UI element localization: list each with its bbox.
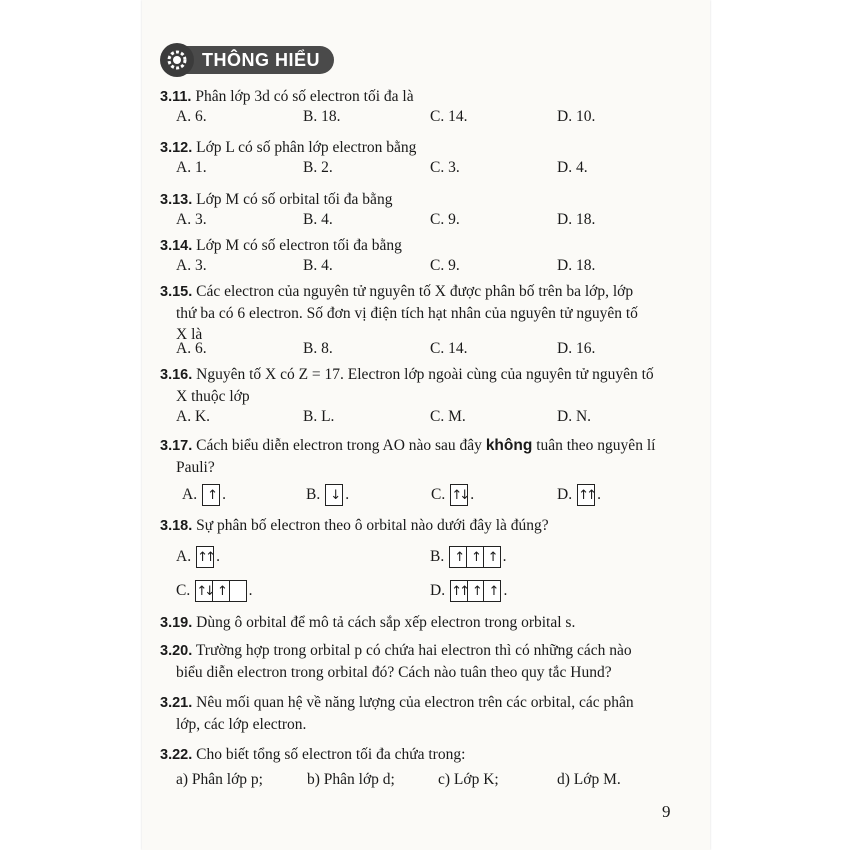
question-number: 3.14. bbox=[160, 238, 193, 254]
option-b: B. 8. bbox=[303, 340, 333, 357]
option-c bbox=[176, 578, 253, 604]
question-3-18 bbox=[160, 515, 680, 537]
question-3-17 bbox=[160, 435, 680, 478]
section-heading bbox=[160, 42, 334, 78]
orbital-cell bbox=[577, 484, 595, 506]
question-text-line-1: Nguyên tố X có Z = 17. Electron lớp ngoài cùng của nguyên tử nguyên tố bbox=[196, 366, 654, 383]
question-text-pre: Cách biểu diễn electron trong AO nào sau đây bbox=[196, 437, 482, 454]
option-d: D. N. bbox=[557, 408, 592, 425]
orbital-box bbox=[202, 484, 220, 506]
option-a: A. 6. bbox=[176, 340, 207, 357]
parallel-spin-arrows: ↑↑ bbox=[451, 583, 467, 599]
keyword-not: không bbox=[485, 437, 533, 454]
question-3-11 bbox=[160, 86, 680, 108]
question-number: 3.19. bbox=[160, 615, 193, 631]
option-label: B. bbox=[306, 486, 321, 503]
question-text-line-2: X thuộc lớp bbox=[176, 388, 250, 405]
question-number: 3.11. bbox=[160, 89, 192, 105]
option-a: A. 3. bbox=[176, 211, 207, 228]
section-title: THÔNG HIỂU bbox=[202, 49, 321, 70]
question-3-14 bbox=[160, 235, 680, 257]
question-text-line-2: Pauli? bbox=[176, 459, 215, 476]
question-3-19 bbox=[160, 612, 680, 634]
option-b bbox=[306, 482, 349, 508]
question-3-21 bbox=[160, 692, 680, 735]
question-text: Phân lớp 3d có số electron tối đa là bbox=[195, 88, 414, 105]
option-label: A. bbox=[182, 486, 198, 503]
option-b: B. L. bbox=[303, 408, 335, 425]
option-c: C. 9. bbox=[430, 211, 460, 228]
orbital-cell bbox=[466, 546, 484, 568]
spin-up-arrow: ↑ bbox=[216, 583, 225, 599]
option-c: C. 9. bbox=[430, 257, 460, 274]
option-d bbox=[557, 482, 601, 508]
option-c bbox=[431, 482, 474, 508]
question-text-line-3: X là bbox=[176, 326, 203, 343]
question-text-line-1: Các electron của nguyên tử nguyên tố X được phân bố trên ba lớp, lớp bbox=[196, 283, 634, 300]
options-3-16 bbox=[176, 408, 676, 428]
question-number: 3.16. bbox=[160, 367, 193, 383]
question-number: 3.21. bbox=[160, 695, 193, 711]
option-d: D. 16. bbox=[557, 340, 596, 357]
options-3-12 bbox=[176, 159, 676, 179]
orbital-box bbox=[450, 484, 468, 506]
options-3-15 bbox=[176, 340, 676, 360]
question-3-20 bbox=[160, 640, 680, 683]
orbital-cell bbox=[467, 580, 485, 602]
question-number: 3.15. bbox=[160, 284, 193, 300]
option-period: . bbox=[503, 582, 508, 599]
option-period: . bbox=[216, 548, 220, 565]
paired-spin-arrows: ↑↓ bbox=[196, 583, 213, 599]
question-number: 3.12. bbox=[160, 140, 193, 156]
question-number: 3.17. bbox=[160, 438, 193, 454]
question-text-line-2: biểu diễn electron trong orbital đó? Cách nào tuân theo quy tắc Hund? bbox=[176, 664, 612, 681]
paired-spin-arrows: ↑↓ bbox=[451, 487, 468, 503]
option-period: . bbox=[248, 582, 253, 599]
spin-up-arrow: ↑ bbox=[470, 549, 479, 565]
question-3-15 bbox=[160, 281, 680, 345]
option-b: B. 18. bbox=[303, 108, 341, 125]
question-text-post: tuân theo nguyên lí bbox=[536, 437, 656, 454]
option-a bbox=[176, 544, 220, 570]
orbital-box bbox=[196, 546, 214, 568]
orbital-cell bbox=[450, 580, 468, 602]
option-c: C. M. bbox=[430, 408, 466, 425]
spin-up-arrow: ↑ bbox=[454, 549, 463, 565]
option-label: B. bbox=[430, 548, 445, 565]
option-a bbox=[182, 482, 226, 508]
question-number: 3.22. bbox=[160, 747, 193, 763]
orbital-cell bbox=[195, 580, 213, 602]
option-b: B. 2. bbox=[303, 159, 333, 176]
orbital-box bbox=[577, 484, 595, 506]
options-3-18-row-2 bbox=[176, 578, 686, 604]
options-3-18-row-1 bbox=[176, 544, 686, 570]
item-b: b) Phân lớp d; bbox=[307, 771, 395, 788]
option-a: A. 3. bbox=[176, 257, 207, 274]
question-text: Lớp M có số orbital tối đa bằng bbox=[196, 191, 393, 208]
options-3-22 bbox=[176, 771, 676, 791]
question-3-16 bbox=[160, 364, 680, 407]
option-label: D. bbox=[557, 486, 573, 503]
question-3-13 bbox=[160, 189, 680, 211]
orbital-box bbox=[325, 484, 343, 506]
page-number: 9 bbox=[662, 802, 671, 821]
options-3-13 bbox=[176, 211, 676, 231]
option-d: D. 18. bbox=[557, 257, 596, 274]
orbital-box bbox=[449, 546, 500, 568]
orbital-cell bbox=[483, 546, 501, 568]
option-d bbox=[430, 578, 507, 604]
option-b: B. 4. bbox=[303, 211, 333, 228]
option-a: A. K. bbox=[176, 408, 211, 425]
question-number: 3.13. bbox=[160, 192, 193, 208]
option-c: C. 14. bbox=[430, 340, 468, 357]
question-number: 3.20. bbox=[160, 643, 193, 659]
option-a: A. 1. bbox=[176, 159, 207, 176]
option-label: D. bbox=[430, 582, 446, 599]
question-number: 3.18. bbox=[160, 518, 193, 534]
option-label: A. bbox=[176, 548, 192, 565]
orbital-box bbox=[450, 580, 501, 602]
question-text-line-2: thứ ba có 6 electron. Số đơn vị điện tích hạt nhân của nguyên tử nguyên tố bbox=[176, 305, 638, 322]
option-b bbox=[430, 544, 507, 570]
options-3-14 bbox=[176, 257, 676, 277]
spin-up-arrow: ↑ bbox=[471, 583, 480, 599]
option-c: C. 3. bbox=[430, 159, 460, 176]
orbital-cell bbox=[202, 484, 220, 506]
question-text-line-1: Nêu mối quan hệ về năng lượng của electron trên các orbital, các phân bbox=[196, 694, 634, 711]
options-3-11 bbox=[176, 108, 676, 128]
question-text: Lớp L có số phân lớp electron bằng bbox=[196, 139, 417, 156]
orbital-cell bbox=[449, 546, 467, 568]
spin-down-arrow: ↓ bbox=[330, 487, 339, 503]
orbital-cell bbox=[483, 580, 501, 602]
item-c: c) Lớp K; bbox=[438, 771, 499, 788]
option-d: D. 10. bbox=[557, 108, 596, 125]
option-period: . bbox=[222, 486, 226, 503]
option-label: C. bbox=[176, 582, 191, 599]
question-text-line-1: Trường hợp trong orbital p có chứa hai electron thì có những cách nào bbox=[195, 642, 632, 659]
parallel-spin-arrows: ↑↑ bbox=[578, 487, 594, 503]
item-a: a) Phân lớp p; bbox=[176, 771, 263, 788]
option-d: D. 18. bbox=[557, 211, 596, 228]
question-text: Sự phân bố electron theo ô orbital nào dưới đây là đúng? bbox=[196, 517, 549, 534]
question-text-line-2: lớp, các lớp electron. bbox=[176, 716, 307, 733]
parallel-spin-arrows: ↑↑ bbox=[197, 549, 213, 565]
item-d: d) Lớp M. bbox=[557, 771, 621, 788]
head-gear-icon bbox=[160, 43, 194, 77]
heading-pill bbox=[184, 46, 334, 74]
orbital-cell bbox=[325, 484, 343, 506]
orbital-cell bbox=[212, 580, 230, 602]
spin-up-arrow: ↑ bbox=[487, 549, 496, 565]
option-a: A. 6. bbox=[176, 108, 207, 125]
orbital-box bbox=[195, 580, 246, 602]
question-text: Cho biết tổng số electron tối đa chứa trong: bbox=[196, 746, 466, 763]
question-text: Lớp M có số electron tối đa bằng bbox=[196, 237, 402, 254]
options-3-17 bbox=[176, 482, 686, 508]
option-period: . bbox=[597, 486, 601, 503]
option-period: . bbox=[470, 486, 475, 503]
orbital-cell-empty bbox=[229, 580, 247, 602]
option-period: . bbox=[502, 548, 507, 565]
spin-up-arrow: ↑ bbox=[207, 487, 216, 503]
orbital-cell bbox=[196, 546, 214, 568]
question-3-12 bbox=[160, 137, 680, 159]
orbital-cell bbox=[450, 484, 468, 506]
spin-up-arrow: ↑ bbox=[488, 583, 497, 599]
option-period: . bbox=[345, 486, 350, 503]
option-d: D. 4. bbox=[557, 159, 588, 176]
option-c: C. 14. bbox=[430, 108, 468, 125]
question-3-22 bbox=[160, 744, 680, 766]
option-label: C. bbox=[431, 486, 446, 503]
option-b: B. 4. bbox=[303, 257, 333, 274]
question-text: Dùng ô orbital để mô tả cách sắp xếp electron trong orbital s. bbox=[196, 614, 576, 631]
